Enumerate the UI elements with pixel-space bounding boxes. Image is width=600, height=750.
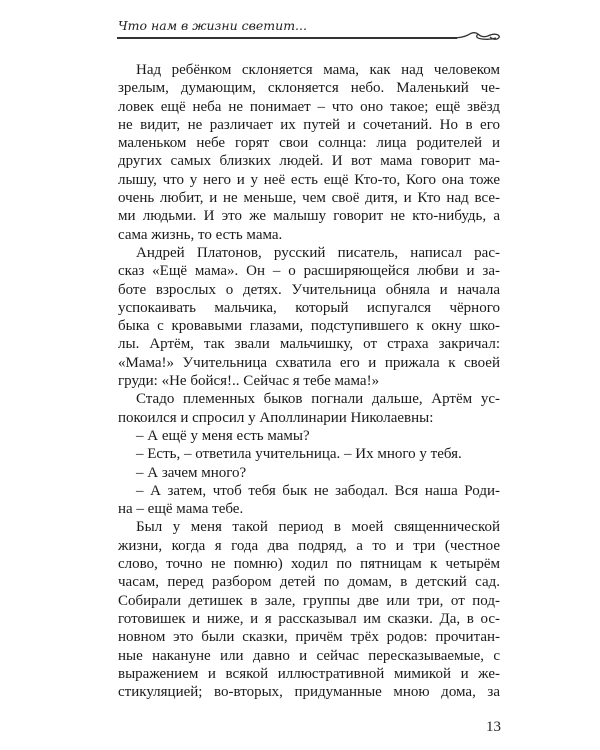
text-line: лы. Артём, так звали мальчишку, от страха закричал: xyxy=(118,336,500,353)
text-line: лышу, что у него и у неё есть ещё Кто-то, Кого она тоже xyxy=(118,171,500,188)
text-line: Собирали детишек в зале, группы две или три, от под- xyxy=(118,592,500,609)
text-line: «Мама!» Учительница схватила его и прижала к своей xyxy=(118,354,500,371)
text-line: часам, перед разбором детей по домам, в детский сад. xyxy=(118,574,500,591)
text-line: Был у меня такой период в моей священнической xyxy=(136,519,500,536)
page-number: 13 xyxy=(486,719,501,735)
body-text xyxy=(118,61,500,701)
text-line: сказ «Ещё мама». Он – о расширяющейся любви и за- xyxy=(118,263,500,280)
text-line: новном это были сказки, причём трёх родов: прочитан- xyxy=(118,629,500,646)
dialogue-line: на – ещё мама тебе. xyxy=(118,501,244,518)
text-line: ловек ещё неба не понимает – что оно такое; ещё звёзд xyxy=(118,98,500,115)
text-line: груди: «Не бойся!.. Сейчас я тебе мама!» xyxy=(118,373,380,390)
text-line: ные накануне или давно и сейчас пересказываемые, с xyxy=(118,647,500,664)
text-line: жизни, когда я года два подряд, а то и три (честное xyxy=(118,537,500,554)
text-line: не видит, не различает их путей и сочетаний. Но в его xyxy=(118,116,500,133)
text-line: Над ребёнком склоняется мама, как над человеком xyxy=(136,62,500,78)
flourish-ornament-icon xyxy=(452,29,502,45)
dialogue-line: – А затем, чтоб тебя бык не забодал. Вся наша Роди- xyxy=(136,482,500,499)
text-line: быка с кровавыми глазами, подступившего к окну шко- xyxy=(118,318,500,335)
text-line: Стадо племенных быков погнали дальше, Артём ус- xyxy=(136,391,500,408)
text-line: боте взрослых о детях. Учительница обняла и начала xyxy=(118,281,500,298)
text-line: покоился и спросил у Аполлинарии Николаевны: xyxy=(118,409,434,426)
text-line: очень любит, и не меньше, чем своё дитя, и Кто над все- xyxy=(118,190,500,207)
text-line: Андрей Платонов, русский писатель, написал рас- xyxy=(136,244,500,261)
text-line: зрелым, думающим, склоняется небо. Маленький че- xyxy=(118,80,500,97)
dialogue-line: – А ещё у меня есть мамы? xyxy=(136,427,310,444)
header-rule xyxy=(117,37,457,39)
running-header: Что нам в жизни светит... xyxy=(118,18,307,33)
dialogue-line: – Есть, – ответила учительница. – Их много у тебя. xyxy=(136,446,462,463)
dialogue-line: – А зачем много? xyxy=(136,464,247,481)
text-line: стикуляцией; во-вторых, придуманные мною дома, за xyxy=(118,684,500,701)
text-line: других самых близких людей. И вот мама говорит ма- xyxy=(118,153,500,170)
text-line: ми людьми. И это же малышу говорит не кто-нибудь, а xyxy=(118,208,500,225)
text-line: выражением и всякой иллюстративной мимикой и же- xyxy=(118,665,500,682)
text-line: слово, точно не помню) ходил по пятницам к четырём xyxy=(118,556,500,573)
text-line: сама жизнь, то есть мама. xyxy=(118,226,283,243)
text-line: готовишек и ниже, и я рассказывал им сказки. Да, в ос- xyxy=(118,610,500,627)
text-line: успокаивать мальчика, который испугался чёрного xyxy=(118,299,500,316)
text-line: маленьком небе горят свои солнца: лица родителей и xyxy=(118,135,500,152)
